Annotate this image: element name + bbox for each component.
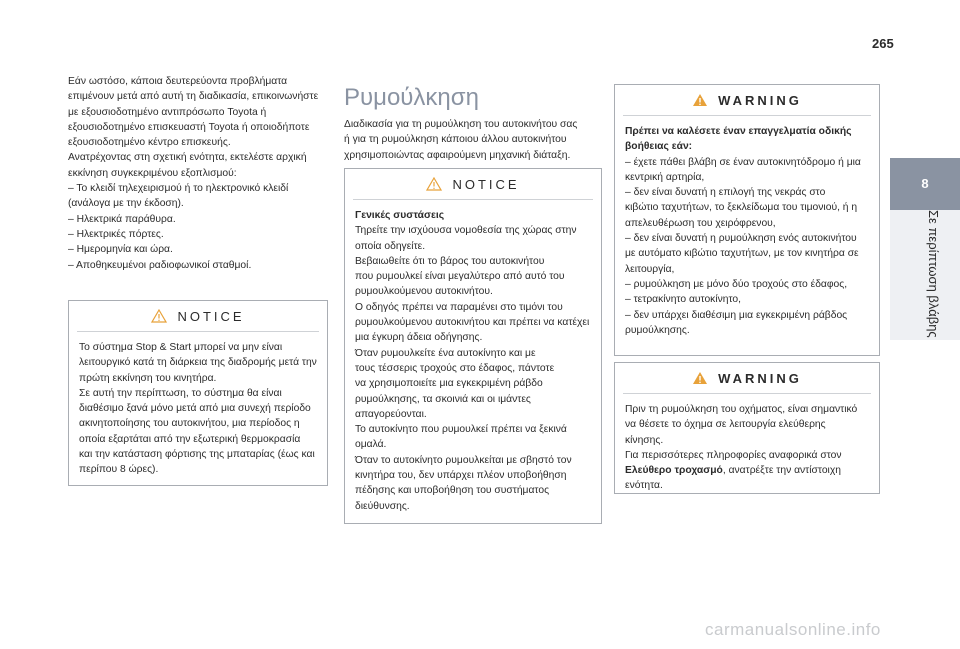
notice-body xyxy=(69,332,327,478)
notice-line: που ρυμουλκεί είναι μεγαλύτερο από αυτό του xyxy=(355,271,565,283)
warning-triangle-filled-icon xyxy=(692,93,708,107)
warning-line: – έχετε πάθει βλάβη σε έναν αυτοκινητόδρομο ή μια xyxy=(625,156,861,168)
notice-line: Όταν το αυτοκίνητο ρυμουλκείται με σβηστό τον xyxy=(355,454,572,466)
notice-line: Ο οδηγός πρέπει να παραμένει στο τιμόνι του xyxy=(355,301,563,313)
warning-title: WARNING xyxy=(718,92,802,108)
notice-line: κινητήρα του, δεν υπάρχει πλέον υποβοήθηση xyxy=(355,470,567,482)
warning-body xyxy=(615,116,879,338)
notice-box-stop-start xyxy=(68,300,328,486)
notice-line: ρυμουλκούμενου αυτοκινήτου. xyxy=(355,286,493,298)
warning-line: ρυμούλκησης. xyxy=(625,324,690,336)
text-line: Ανατρέχοντας στη σχετική ενότητα, εκτελέστε αρχική xyxy=(68,152,307,164)
cross-reference-end: ενότητα. xyxy=(625,480,663,492)
text-line: με εξουσιοδοτημένο αντιπρόσωπο Toyota ή xyxy=(68,106,267,118)
notice-line: ομαλά. xyxy=(355,439,387,451)
chapter-number: 8 xyxy=(921,176,929,191)
notice-line: ρυμουλκούμενου αυτοκινήτου και πρέπει να κατέχει xyxy=(355,317,590,329)
warning-line: – δεν είναι δυνατή η ρυμούλκηση ενός αυτοκινήτου xyxy=(625,233,857,245)
warning-line: λειτουργία, xyxy=(625,263,675,275)
text-line: εξουσιοδοτημένο επισκευαστή Toyota ή οποιοδήποτε xyxy=(68,121,310,133)
notice-box-towing xyxy=(344,168,602,524)
notice-line: Όταν ρυμουλκείτε ένα αυτοκίνητο και με xyxy=(355,347,536,359)
column-1 xyxy=(68,74,330,273)
text-line: – Ηλεκτρικές πόρτες. xyxy=(68,228,164,240)
chapter-title-tab xyxy=(890,210,960,340)
warning-header xyxy=(615,363,879,393)
text-line: εξουσιοδοτημένο κέντρο επισκευής. xyxy=(68,137,231,149)
notice-triangle-icon xyxy=(426,177,442,191)
notice-line: ρυμούλκησης, τα σκοινιά και οι ιμάντες xyxy=(355,393,531,405)
notice-line: μια έγκυρη άδεια οδήγησης. xyxy=(355,332,483,344)
text-line: επιμένουν μετά από αυτή τη διαδικασία, επικοινωνήστε xyxy=(68,91,319,103)
notice-line: Το αυτοκίνητο που ρυμουλκεί πρέπει να ξεκινά xyxy=(355,424,567,436)
warning-line: να θέσετε το όχημα σε λειτουργία ελεύθερης xyxy=(625,419,826,431)
watermark: carmanualsonline.info xyxy=(705,620,881,639)
notice-line: τους τέσσερις τροχούς στο έδαφος, πάντοτε xyxy=(355,362,555,374)
notice-line: λειτουργικό κατά τη διάρκεια της διαδρομής μετά την xyxy=(79,357,317,369)
text-line: (ανάλογα με την έκδοση). xyxy=(68,198,184,210)
warning-line: – ρυμούλκηση με μόνο δύο τροχούς στο έδαφος, xyxy=(625,278,848,290)
page-number: 265 xyxy=(872,36,894,51)
notice-line: να χρησιμοποιείτε μια εγκεκριμένη ράβδο xyxy=(355,378,543,390)
text-line: εκκίνηση συγκεκριμένου εξοπλισμού: xyxy=(68,167,237,179)
text-line: – Ημερομηνία και ώρα. xyxy=(68,244,173,256)
warning-line: – δεν είναι δυνατή η επιλογή της νεκράς στο xyxy=(625,187,826,199)
notice-line: Βεβαιωθείτε ότι το βάρος του αυτοκινήτου xyxy=(355,255,545,267)
notice-line: πέδησης και υποβοήθηση του συστήματος xyxy=(355,485,550,497)
notice-title: NOTICE xyxy=(452,176,520,192)
warning-line: με αυτόματο κιβώτιο ταχυτήτων, με τον κινητήρα σε xyxy=(625,248,859,260)
warning-box-roadside xyxy=(614,84,880,356)
cross-reference-text: , ανατρέξτε την αντίστοιχη xyxy=(722,465,841,477)
notice-body xyxy=(345,200,601,514)
warning-line: απελευθέρωση του χειρόφρενου, xyxy=(625,217,776,229)
notice-line: απαγορεύονται. xyxy=(355,408,427,420)
warning-triangle-filled-icon xyxy=(692,371,708,385)
warning-line: κίνησης. xyxy=(625,434,664,446)
text-line: Εάν ωστόσο, κάποια δευτερεύοντα προβλήματα xyxy=(68,76,288,87)
notice-line: Σε αυτή την περίπτωση, το σύστημα θα είναι xyxy=(79,387,282,399)
text-line: – Ηλεκτρικά παράθυρα. xyxy=(68,213,176,225)
warning-lead-line: Πρέπει να καλέσετε έναν επαγγελματία οδικής xyxy=(625,126,852,137)
warning-line: κεντρική αρτηρία, xyxy=(625,171,705,183)
warning-title: WARNING xyxy=(718,370,802,386)
notice-triangle-icon xyxy=(151,309,167,323)
notice-header xyxy=(69,301,327,331)
notice-line: οποία οδηγείτε. xyxy=(355,240,426,252)
notice-line: περίπου 8 ώρες). xyxy=(79,464,159,476)
notice-title: NOTICE xyxy=(177,308,245,324)
notice-line: διεύθυνσης. xyxy=(355,500,410,512)
column-1-text xyxy=(68,74,330,273)
warning-header xyxy=(615,85,879,115)
free-wheeling-term: Ελεύθερο τροχασμό xyxy=(625,465,723,477)
notice-line: πρώτη εκκίνηση του κινητήρα. xyxy=(79,372,217,384)
towing-intro xyxy=(344,117,594,163)
chapter-tab xyxy=(890,158,960,210)
text-line: – Το κλειδί τηλεχειρισμού ή το ηλεκτρονικό κλειδί xyxy=(68,183,289,195)
warning-line: κιβώτιο ταχυτήτων, το ξεκλείδωμα του τιμονιού, ή η xyxy=(625,202,858,214)
notice-line: και την κατάσταση φόρτισης της μπαταρίας (έως και xyxy=(79,449,315,461)
notice-line: διαθέσιμο ξανά μόνο μετά από μια συνεχή περίοδο xyxy=(79,403,311,415)
warning-line: – δεν υπάρχει διαθέσιμη μια εγκεκριμένη ράβδος xyxy=(625,309,848,321)
text-line: – Αποθηκευμένοι ραδιοφωνικοί σταθμοί. xyxy=(68,259,252,271)
warning-line: Πριν τη ρυμούλκηση του οχήματος, είναι σημαντικό xyxy=(625,404,858,415)
warning-body xyxy=(615,394,879,494)
warning-line: – τετρακίνητο αυτοκίνητο, xyxy=(625,294,741,306)
notice-line: οποία εξαρτάται από την εξωτερική θερμοκρασία xyxy=(79,433,301,445)
notice-line: Τηρείτε την ισχύουσα νομοθεσία της χώρας στην xyxy=(355,225,577,237)
chapter-title: Σε περίπτωση βλάβης xyxy=(926,210,941,338)
intro-line: ή για τη ρυμούλκηση κάποιου άλλου αυτοκινήτου xyxy=(344,134,567,146)
warning-lead-line: βοήθειας εάν: xyxy=(625,141,693,153)
notice-header xyxy=(345,169,601,199)
notice-subheading: Γενικές συστάσεις xyxy=(355,210,445,221)
intro-line: Διαδικασία για τη ρυμούλκηση του αυτοκινήτου σας xyxy=(344,119,578,130)
section-heading: Ρυμούλκηση xyxy=(344,84,479,111)
warning-line: Για περισσότερες πληροφορίες αναφορικά στον xyxy=(625,449,842,461)
warning-box-neutral xyxy=(614,362,880,494)
notice-line: ακινητοποίησης του αυτοκινήτου, μια περίοδος η xyxy=(79,418,300,430)
intro-line: χρησιμοποιώντας αφαιρούμενη μηχανική διάταξη. xyxy=(344,149,571,161)
notice-line: Το σύστημα Stop & Start μπορεί να μην είναι xyxy=(79,342,283,353)
